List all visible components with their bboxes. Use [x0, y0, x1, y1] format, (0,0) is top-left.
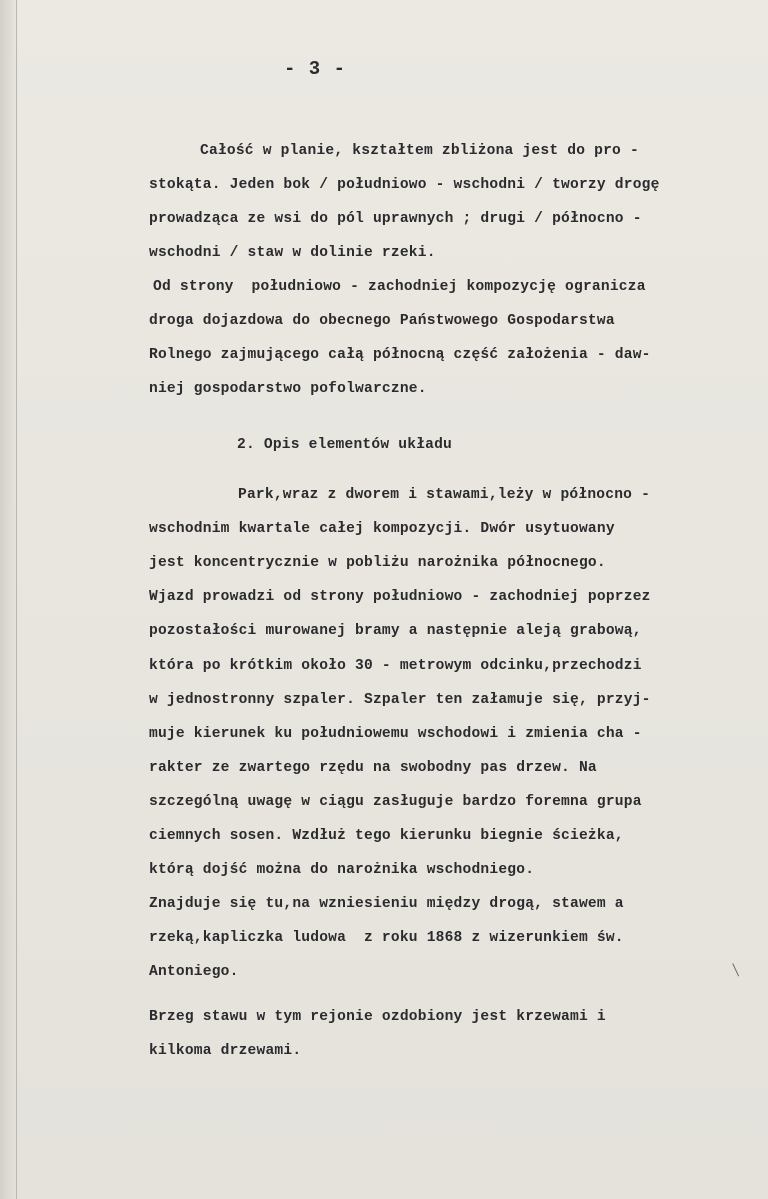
pen-mark	[732, 962, 742, 977]
page-margin-line	[16, 0, 17, 1199]
text-line: muje kierunek ku południowemu wschodowi i zmienia cha -	[149, 726, 642, 742]
text-line: pozostałości murowanej bramy a następnie aleją grabową,	[149, 623, 642, 639]
page-number: - 3 -	[284, 58, 347, 80]
text-line: wschodnim kwartale całej kompozycji. Dwór usytuowany	[149, 521, 615, 537]
text-line: Antoniego.	[149, 964, 239, 980]
text-line: droga dojazdowa do obecnego Państwowego Gospodarstwa	[149, 313, 615, 329]
text-line: która po krótkim około 30 - metrowym odcinku,przechodzi	[149, 658, 642, 674]
text-line: jest koncentrycznie w pobliżu narożnika północnego.	[149, 555, 606, 571]
text-line: którą dojść można do narożnika wschodniego.	[149, 862, 535, 878]
text-line: kilkoma drzewami.	[149, 1043, 302, 1059]
text-line: Całość w planie, kształtem zbliżona jest do pro -	[200, 143, 639, 159]
text-line: stokąta. Jeden bok / południowo - wschodni / tworzy drogę	[149, 177, 660, 193]
text-line: ciemnych sosen. Wzdłuż tego kierunku biegnie ścieżka,	[149, 828, 624, 844]
text-line: Wjazd prowadzi od strony południowo - zachodniej poprzez	[149, 589, 651, 605]
text-line: Park,wraz z dworem i stawami,leży w północno -	[238, 487, 651, 503]
text-line: Znajduje się tu,na wzniesieniu między drogą, stawem a	[149, 896, 624, 912]
text-line: w jednostronny szpaler. Szpaler ten załamuje się, przyj-	[149, 692, 651, 708]
text-line: niej gospodarstwo pofolwarczne.	[149, 381, 427, 397]
text-line: szczególną uwagę w ciągu zasługuje bardzo foremna grupa	[149, 794, 642, 810]
text-line: Brzeg stawu w tym rejonie ozdobiony jest krzewami i	[149, 1009, 606, 1025]
text-line: prowadząca ze wsi do pól uprawnych ; drugi / północno -	[149, 211, 642, 227]
text-line: wschodni / staw w dolinie rzeki.	[149, 245, 436, 261]
text-line: rzeką,kapliczka ludowa z roku 1868 z wizerunkiem św.	[149, 930, 624, 946]
section-heading: 2. Opis elementów układu	[237, 437, 452, 453]
text-line: rakter ze zwartego rzędu na swobodny pas drzew. Na	[149, 760, 597, 776]
text-line: Rolnego zajmującego całą północną część założenia - daw-	[149, 347, 651, 363]
text-line: Od strony południowo - zachodniej kompozycję ogranicza	[153, 279, 646, 295]
